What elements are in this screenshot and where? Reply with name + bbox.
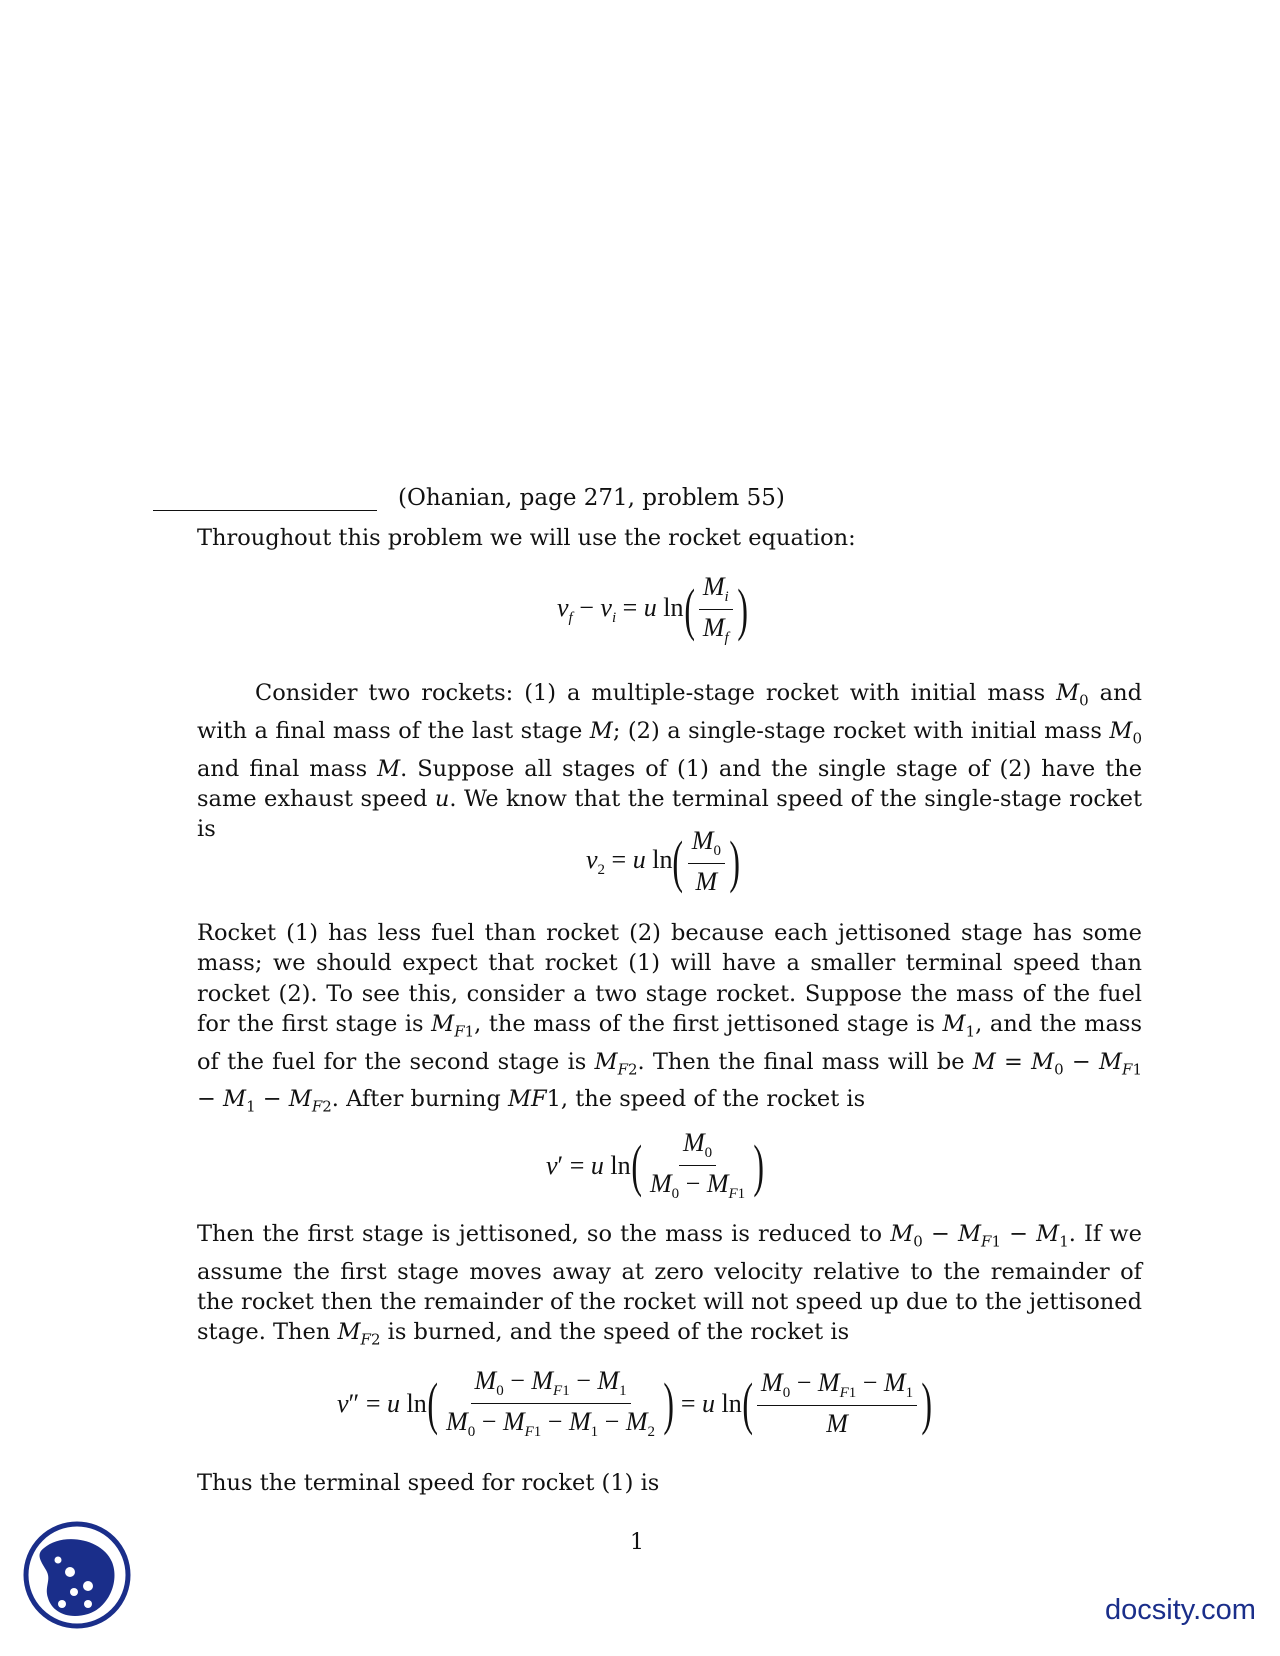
equation-single-stage: $v_2 = u$ ln ( $\frac{M_0}{M}$ ) [586, 826, 740, 897]
equation-second-burn: v″ = u ln ( $\frac{M_0 - M_{F1} - M_1}{M_0 - M_{F1} - M_1 - M_2}$ ) = u ln ( $\frac{M_0 - M_{F1} - M_1}{M}$ ) [337, 1366, 933, 1441]
paragraph-terminal: Thus the terminal speed for rocket (1) is [197, 1470, 660, 1496]
equation-rocket: $v_f - v_i = u$ ln ( $\frac{M_i}{M_f}$ ) [557, 572, 748, 647]
header-rule [153, 510, 377, 511]
paragraph-two-stage: Rocket (1) has less fuel than rocket (2) because each jettisoned stage has some mass; we should expect that rocket (1) will have a smaller terminal speed than rocket (2). To see this, consider a two stage rocket. Suppose the mass of the fuel for the first stage is $M_{F1}$, the mass of the first jettisoned stage is $M_1$, and the mass of the fuel for the second stage is $M_{F2}$. Then the final mass will be $M = M_0 - M_{F1} - M_1 - M_{F2}$. After burning MF1, the speed of the rocket is [197, 920, 1143, 1116]
paragraph-jettison: Then the first stage is jettisoned, so the mass is reduced to $M_0 - M_{F1} - M_1$. If we assume the first stage moves away at zero velocity relative to the remainder of the rocket then the remainder of the rocket will not speed up due to the jettisoned stage. Then $M_{F2}$ is burned, and the speed of the rocket is [197, 1221, 1142, 1349]
paragraph-two-rockets: Consider two rockets: (1) a multiple-stage rocket with initial mass $M_0$ and with a final mass of the last stage M; (2) a single-stage rocket with initial mass $M_0$ and final mass M. Suppose all stages of (1) and the single stage of (2) have the same exhaust speed u. We know that the terminal speed of the single-stage rocket is [197, 680, 1143, 843]
docsity-logo-icon[interactable] [22, 1520, 132, 1630]
paragraph-intro: Throughout this problem we will use the rocket equation: [197, 525, 856, 551]
docsity-brand-link[interactable]: docsity.com [1105, 1594, 1256, 1626]
equation-first-burn: v′ = u ln ( $\frac{M_0}{M_0 - M_{F1}}$ ) [546, 1128, 765, 1203]
problem-reference: (Ohanian, page 271, problem 55) [398, 485, 785, 511]
page-number: 1 [630, 1530, 644, 1555]
